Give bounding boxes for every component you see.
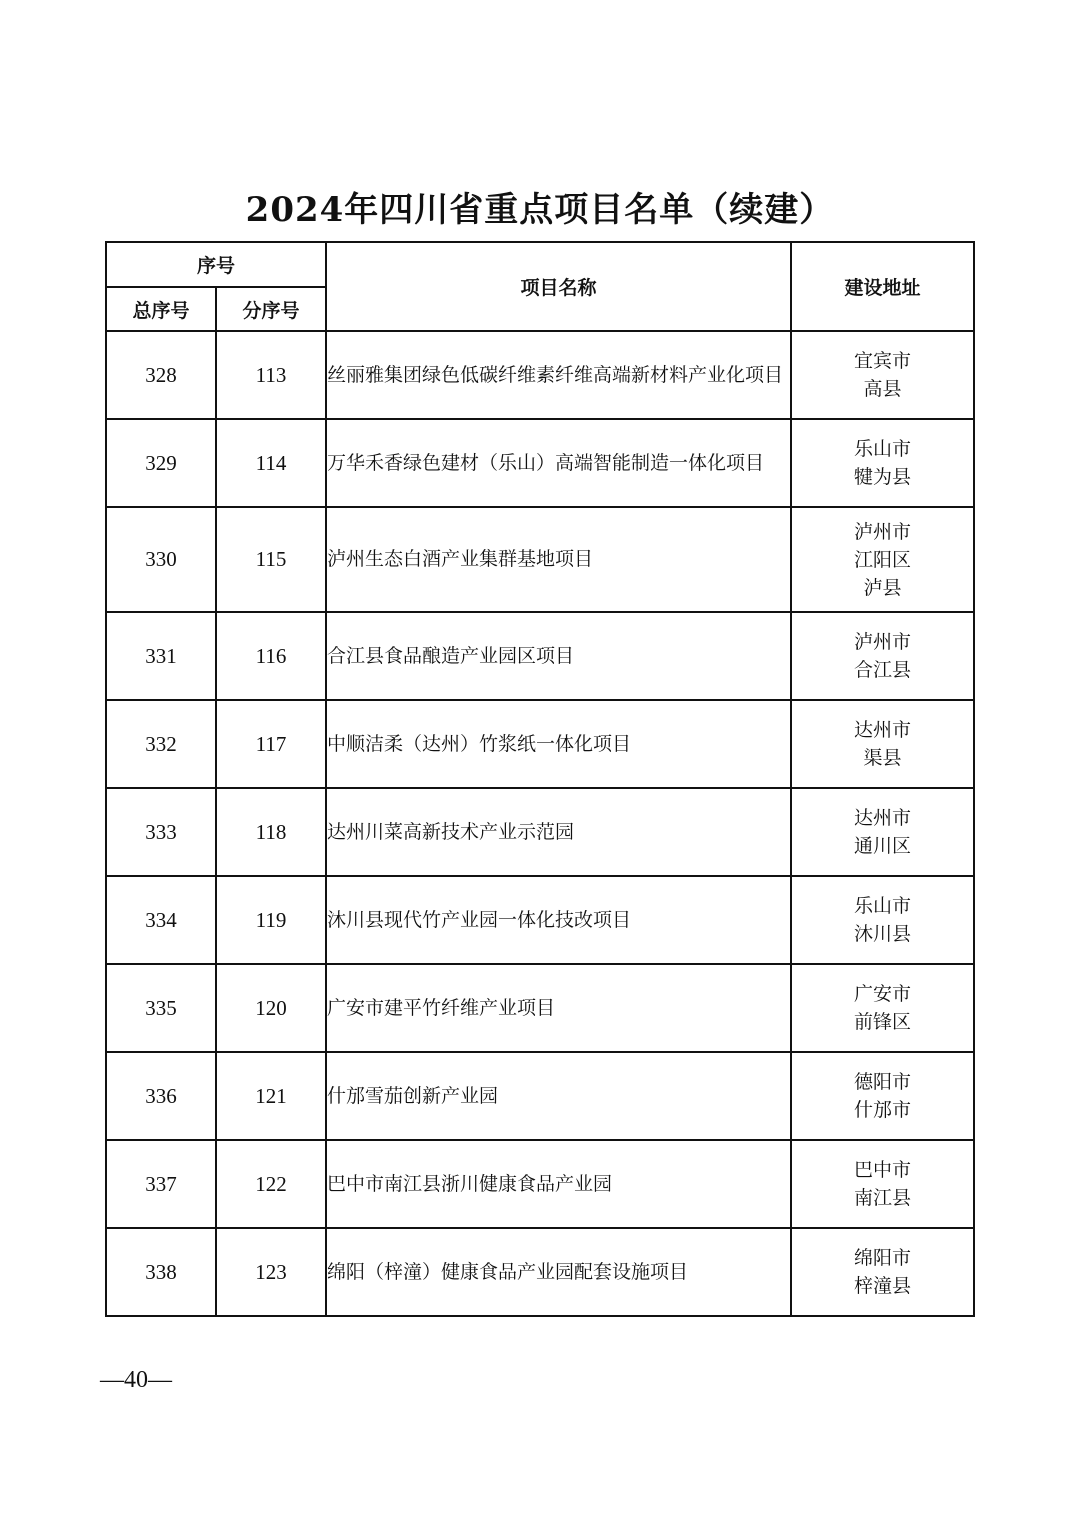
- project-location: [791, 700, 974, 788]
- table-row: [106, 876, 974, 964]
- total-serial: 330: [106, 507, 216, 612]
- sub-serial: 116: [216, 612, 326, 700]
- table-row: [106, 964, 974, 1052]
- sub-serial: 114: [216, 419, 326, 507]
- location-district: 江阳区: [854, 548, 912, 571]
- total-serial: 331: [106, 612, 216, 700]
- project-location: [791, 964, 974, 1052]
- project-name: 沐川县现代竹产业园一体化技改项目: [326, 876, 791, 964]
- total-serial: 333: [106, 788, 216, 876]
- header-location: 建设地址: [791, 242, 974, 331]
- location-city: 绵阳市: [854, 1247, 912, 1269]
- total-serial: 335: [106, 964, 216, 1052]
- location-city: 达州市: [854, 719, 912, 741]
- location-district: 合江县: [854, 659, 912, 681]
- total-serial: 337: [106, 1140, 216, 1228]
- sub-serial: 121: [216, 1052, 326, 1140]
- sub-serial: 115: [216, 507, 326, 612]
- total-serial: 332: [106, 700, 216, 788]
- location-district: 沐川县: [854, 923, 912, 945]
- location-district: 通川区: [854, 835, 912, 857]
- page-number: —40—: [100, 1367, 172, 1393]
- project-name: 万华禾香绿色建材（乐山）高端智能制造一体化项目: [326, 419, 791, 507]
- header-sub-serial: 分序号: [216, 287, 326, 331]
- project-location: [791, 1052, 974, 1140]
- location-district: 前锋区: [854, 1011, 912, 1033]
- project-name: 泸州生态白酒产业集群基地项目: [326, 507, 791, 612]
- project-table: [105, 241, 975, 1317]
- table-row: [106, 419, 974, 507]
- sub-serial: 119: [216, 876, 326, 964]
- table-row: [106, 1228, 974, 1316]
- project-name: 绵阳（梓潼）健康食品产业园配套设施项目: [326, 1228, 791, 1316]
- project-name: 广安市建平竹纤维产业项目: [326, 964, 791, 1052]
- location-district: 什邡市: [854, 1099, 912, 1121]
- total-serial: 338: [106, 1228, 216, 1316]
- location-city: 乐山市: [854, 438, 912, 460]
- table-row: [106, 331, 974, 419]
- project-name: 什邡雪茄创新产业园: [326, 1052, 791, 1140]
- document-title: 2024年四川省重点项目名单（续建）: [245, 190, 835, 230]
- location-city: 达州市: [854, 807, 912, 829]
- location-city: 宜宾市: [854, 350, 912, 372]
- project-name: 中顺洁柔（达州）竹浆纸一体化项目: [326, 700, 791, 788]
- sub-serial: 122: [216, 1140, 326, 1228]
- sub-serial: 113: [216, 331, 326, 419]
- location-city: 乐山市: [854, 895, 912, 917]
- project-name: 巴中市南江县浙川健康食品产业园: [326, 1140, 791, 1228]
- project-location: [791, 1140, 974, 1228]
- location-district: 南江县: [854, 1187, 912, 1209]
- project-name: 合江县食品酿造产业园区项目: [326, 612, 791, 700]
- total-serial: 328: [106, 331, 216, 419]
- project-name: 达州川菜高新技术产业示范园: [326, 788, 791, 876]
- project-location: [791, 419, 974, 507]
- total-serial: 329: [106, 419, 216, 507]
- sub-serial: 117: [216, 700, 326, 788]
- table-row: [106, 700, 974, 788]
- location-city: 巴中市: [854, 1159, 912, 1181]
- project-location: [791, 331, 974, 419]
- project-location: [791, 788, 974, 876]
- table-row: [106, 788, 974, 876]
- total-serial: 334: [106, 876, 216, 964]
- project-location: [791, 876, 974, 964]
- location-district: 梓潼县: [854, 1275, 912, 1297]
- sub-serial: 118: [216, 788, 326, 876]
- header-serial-group: 序号: [106, 242, 326, 287]
- project-location: [791, 507, 974, 612]
- location-city: 德阳市: [854, 1071, 912, 1093]
- location-city: 广安市: [854, 983, 912, 1005]
- table-row: [106, 1052, 974, 1140]
- table-row: [106, 1140, 974, 1228]
- location-city: 泸州市: [854, 631, 912, 653]
- project-location: [791, 1228, 974, 1316]
- table-row: [106, 612, 974, 700]
- header-project-name: 项目名称: [326, 242, 791, 331]
- location-district: 泸县: [863, 576, 902, 599]
- project-name: 丝丽雅集团绿色低碳纤维素纤维高端新材料产业化项目: [326, 331, 791, 419]
- location-district: 犍为县: [854, 466, 912, 488]
- location-district: 高县: [863, 378, 902, 400]
- location-district: 渠县: [863, 747, 902, 769]
- total-serial: 336: [106, 1052, 216, 1140]
- location-city: 泸州市: [854, 520, 912, 543]
- sub-serial: 120: [216, 964, 326, 1052]
- sub-serial: 123: [216, 1228, 326, 1316]
- project-location: [791, 612, 974, 700]
- header-total-serial: 总序号: [106, 287, 216, 331]
- table-row: [106, 507, 974, 612]
